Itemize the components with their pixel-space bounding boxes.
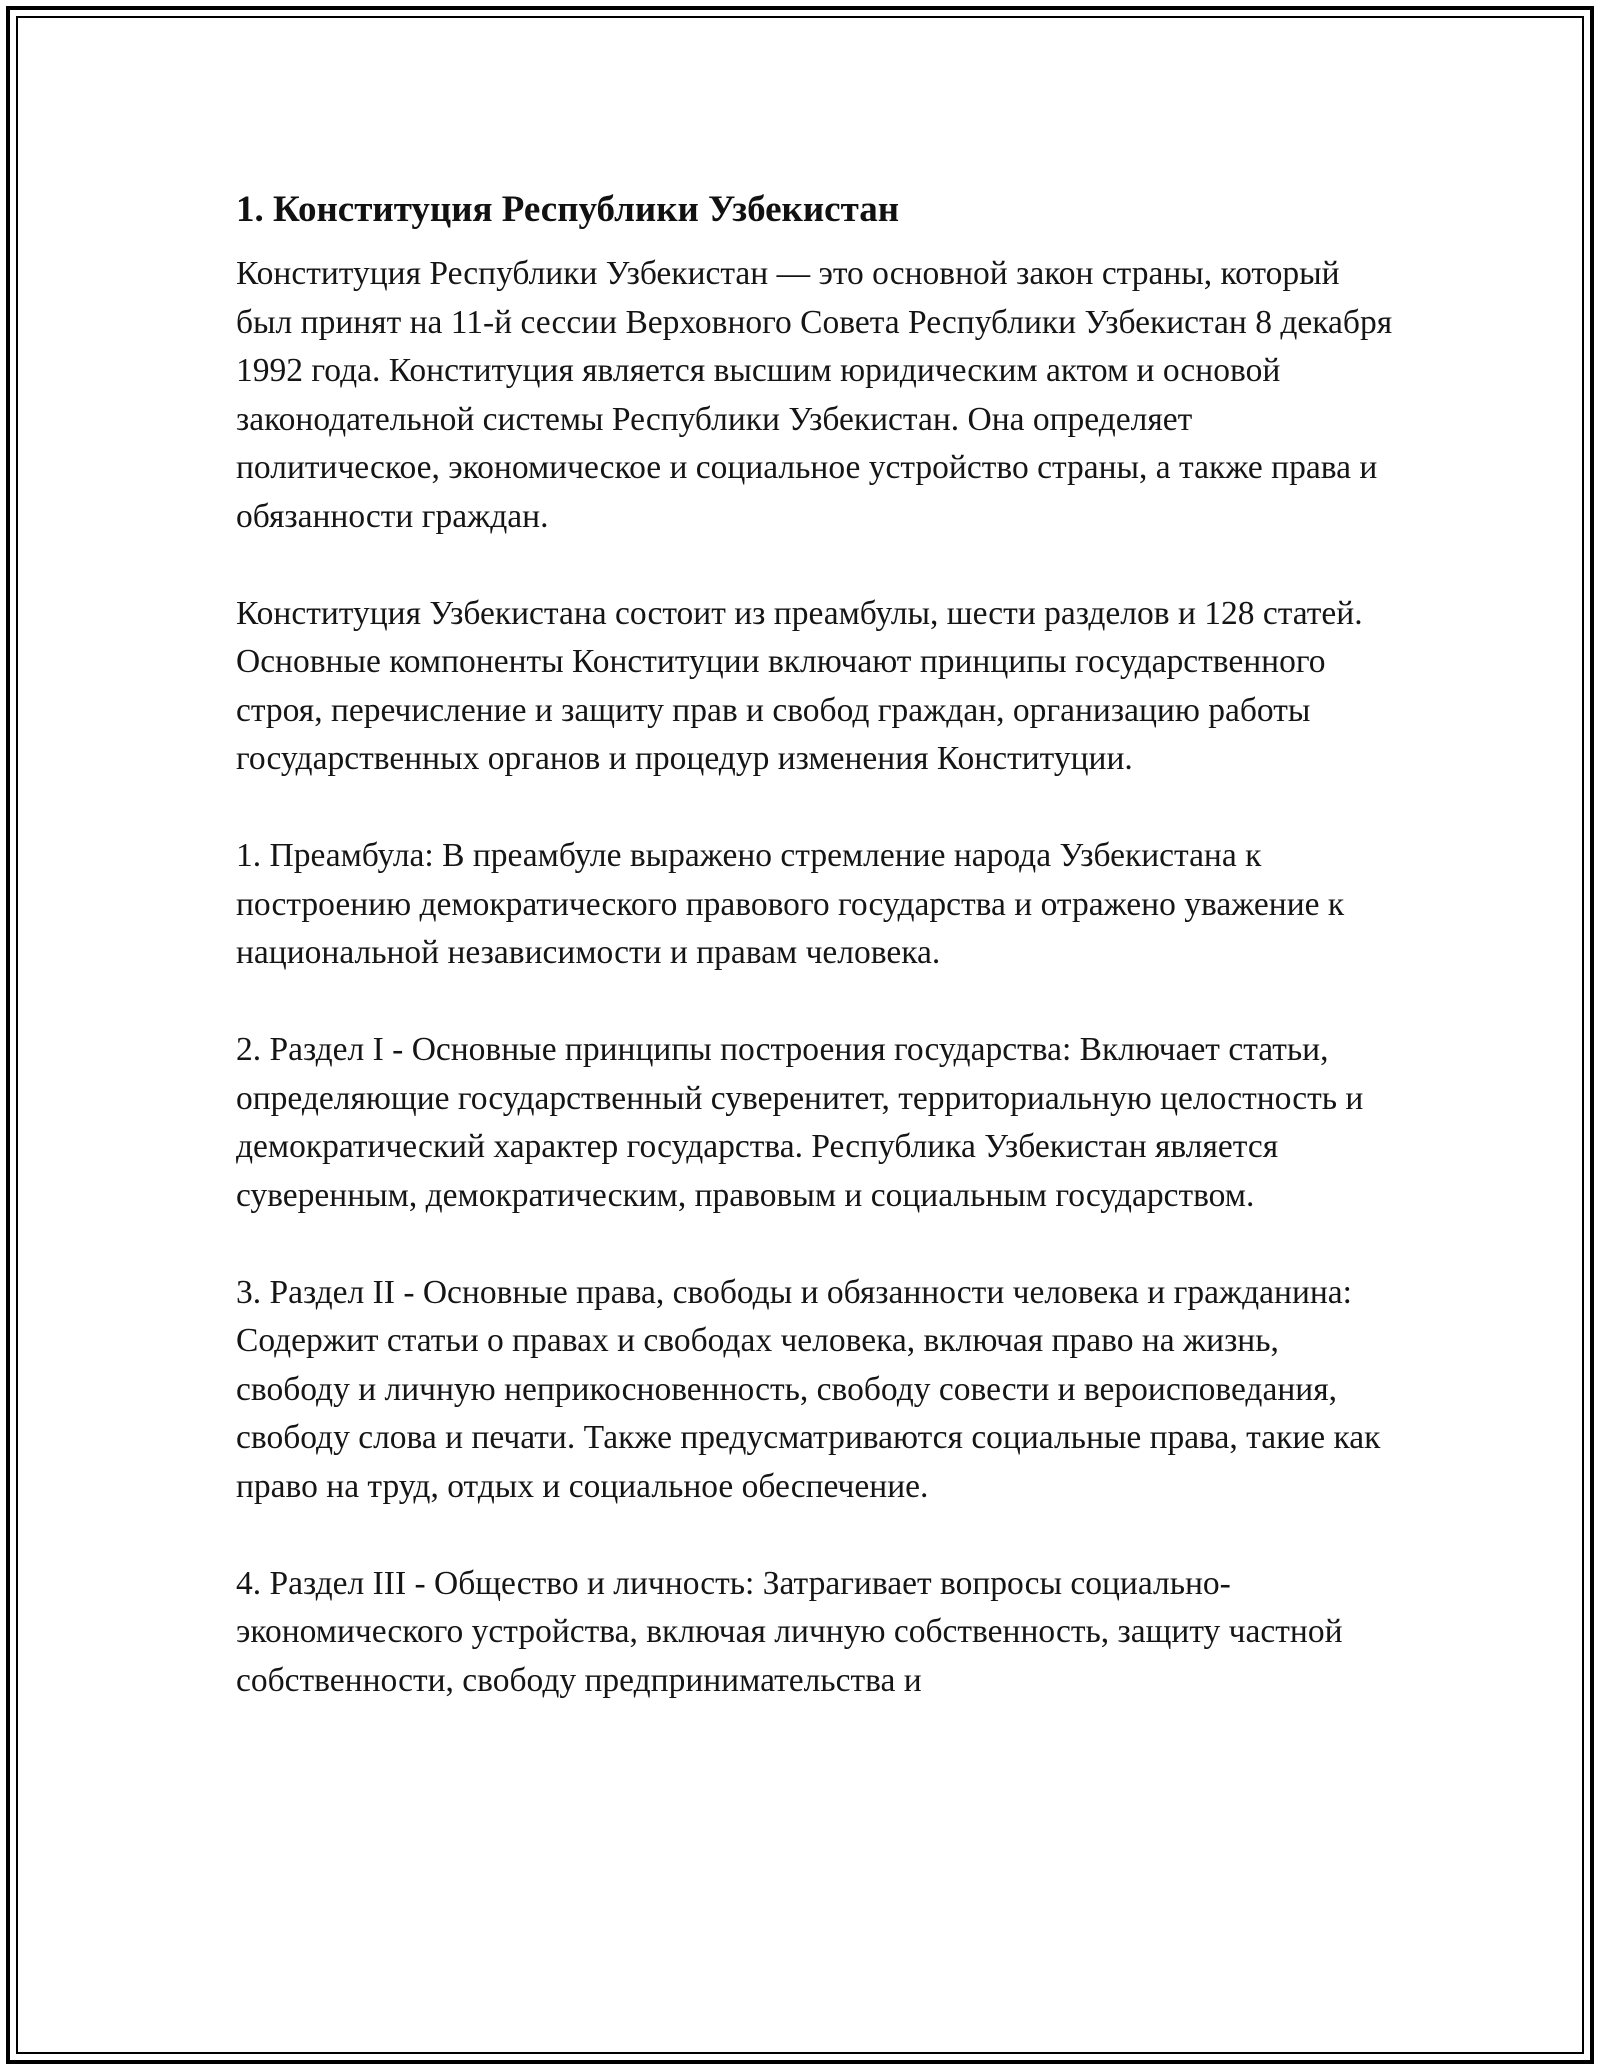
paragraph-preamble: 1. Преамбула: В преамбуле выражено стремление народа Узбекистана к построению демократического правового государства и отражено уважение к национальной независимости и правам человека. xyxy=(236,837,1345,971)
paragraph-structure: Конституция Узбекистана состоит из преамбулы, шести разделов и 128 статей. Основные компоненты Конституции включают принципы государственного строя, перечисление и защиту прав и свобод граждан, организацию работы государственных органов и процедур изменения Конституции. xyxy=(236,594,1363,777)
paragraph-intro: Конституция Республики Узбекистан — это основной закон страны, который был принят на 11-й сессии Верховного Совета Республики Узбекистан 8 декабря 1992 года. Конституция является высшим юридическим актом и основой законодательной системы Республики Узбекистан. Она определяет политическое, экономическое и социальное устройство страны, а также права и обязанности граждан. xyxy=(236,255,1393,535)
paragraph-section-1: 2. Раздел I - Основные принципы построения государства: Включает статьи, определяющие государственный суверенитет, территориальную целостность и демократический характер государства. Республика Узбекистан является суверенным, демократическим, правовым и социальным государством. xyxy=(236,1031,1364,1214)
paragraph-section-3: 4. Раздел III - Общество и личность: Затрагивает вопросы социально-экономического устройства, включая личную собственность, защиту частной собственности, свободу предпринимательства и xyxy=(236,1564,1343,1699)
document-title: 1. Конституция Республики Узбекистан xyxy=(236,189,900,230)
paragraph-section-2: 3. Раздел II - Основные права, свободы и обязанности человека и гражданина: Содержит статьи о правах и свободах человека, включая право на жизнь, свободу и личную неприкосновенность, свободу совести и вероисповедания, свободу слова и печати. Также предусматриваются социальные права, такие как право на труд, отдых и социальное обеспечение. xyxy=(236,1273,1381,1505)
document-page xyxy=(236,187,1396,1705)
